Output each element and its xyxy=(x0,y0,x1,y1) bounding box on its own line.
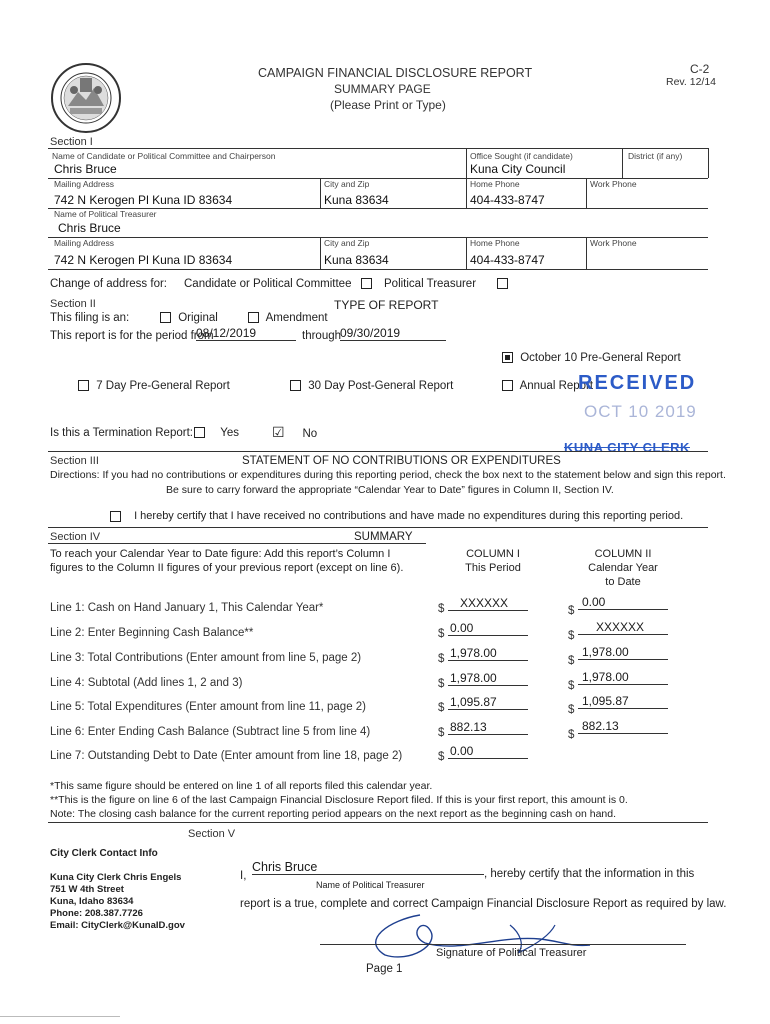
change-treasurer-label: Political Treasurer xyxy=(384,278,477,290)
change-candidate-option[interactable] xyxy=(184,278,376,290)
type-of-report-heading: TYPE OF REPORT xyxy=(334,298,439,312)
column1-currency: $ xyxy=(438,628,445,640)
termination-label: Is this a Termination Report: xyxy=(50,427,193,439)
work-phone-label-1: Work Phone xyxy=(590,179,637,189)
termination-yes-label: Yes xyxy=(220,427,239,439)
original-option[interactable] xyxy=(160,312,218,324)
amendment-option[interactable] xyxy=(248,312,328,324)
filing-label: This filing is an: xyxy=(50,312,130,324)
amendment-checkbox[interactable] xyxy=(248,312,259,323)
candidate-name-label: Name of Candidate or Political Committee and Chairperson xyxy=(52,151,276,161)
column1-value: 0.00 xyxy=(448,621,528,636)
termination-no-label: No xyxy=(302,428,318,440)
mailing-address-2: 742 N Kerogen Pl Kuna ID 83634 xyxy=(54,253,233,267)
termination-yes-checkbox[interactable] xyxy=(194,427,205,438)
home-phone-label-2: Home Phone xyxy=(470,238,520,248)
column2-value: 1,978.00 xyxy=(578,645,668,660)
period-label: This report is for the period from xyxy=(50,330,214,342)
clerk-stamp: KUNA CITY CLERK xyxy=(564,440,690,455)
column2-subtitle-1: Calendar Year xyxy=(588,562,658,574)
thirty-day-checkbox[interactable] xyxy=(290,380,301,391)
city-zip-label-2: City and Zip xyxy=(324,238,370,248)
termination-yes-option[interactable] xyxy=(194,427,239,439)
mailing-address-label-2: Mailing Address xyxy=(54,238,115,248)
change-candidate-checkbox[interactable] xyxy=(361,278,372,289)
seven-day-checkbox[interactable] xyxy=(78,380,89,391)
thirty-day-option[interactable] xyxy=(290,380,453,392)
column2-currency: $ xyxy=(568,630,575,642)
period-to: 09/30/2019 xyxy=(340,326,446,341)
summary-heading: SUMMARY xyxy=(354,531,413,543)
seven-day-label: 7 Day Pre-General Report xyxy=(96,380,230,392)
change-treasurer-checkbox[interactable] xyxy=(497,278,508,289)
office-value: Kuna City Council xyxy=(470,162,566,176)
section1-label: Section I xyxy=(50,136,93,148)
thirty-day-label: 30 Day Post-General Report xyxy=(308,380,454,392)
form-subtitle: SUMMARY PAGE xyxy=(334,82,431,96)
termination-no-option[interactable] xyxy=(272,424,317,441)
column2-value: 0.00 xyxy=(578,595,668,610)
district-label: District (if any) xyxy=(628,151,683,161)
treasurer-name: Chris Bruce xyxy=(58,221,121,235)
seal-icon xyxy=(50,62,122,134)
column1-subtitle: This Period xyxy=(465,562,521,574)
column1-title: COLUMN I xyxy=(466,548,520,560)
original-label: Original xyxy=(178,312,218,324)
summary-line-label: Line 2: Enter Beginning Cash Balance** xyxy=(50,627,254,639)
no-activity-option[interactable] xyxy=(110,510,683,522)
column1-value: 0.00 xyxy=(448,744,528,759)
original-checkbox[interactable] xyxy=(160,312,171,323)
column2-title: COLUMN II xyxy=(594,548,652,560)
received-date-stamp: OCT 10 2019 xyxy=(584,402,697,421)
mailing-address-1: 742 N Kerogen Pl Kuna ID 83634 xyxy=(54,193,233,207)
footnote-3: Note: The closing cash balance for the current reporting period appears on the next report as the beginning cash on hand. xyxy=(50,808,617,820)
certify-suffix: , hereby certify that the information in this xyxy=(484,868,695,880)
change-address-label: Change of address for: xyxy=(50,278,167,290)
summary-line-label: Line 4: Subtotal (Add lines 1, 2 and 3) xyxy=(50,677,243,689)
office-label: Office Sought (if candidate) xyxy=(470,151,573,161)
clerk-contact-title: City Clerk Contact Info xyxy=(50,848,158,859)
clerk-contact-line: Phone: 208.387.7726 xyxy=(50,908,143,919)
form-title: CAMPAIGN FINANCIAL DISCLOSURE REPORT xyxy=(258,66,533,80)
certify-i: I, xyxy=(240,870,247,882)
city-zip-label-1: City and Zip xyxy=(324,179,370,189)
seven-day-option[interactable] xyxy=(78,380,230,392)
directions-line-2: Be sure to carry forward the appropriate “Calendar Year to Date” figures in Column II, Section IV. xyxy=(166,484,614,496)
home-phone-2: 404-433-8747 xyxy=(470,253,545,267)
summary-line-label: Line 5: Total Expenditures (Enter amount from line 11, page 2) xyxy=(50,701,367,713)
column2-value: XXXXXX xyxy=(578,620,668,635)
annual-checkbox[interactable] xyxy=(502,380,513,391)
section4-label: Section IV xyxy=(50,531,101,543)
no-activity-certify: I hereby certify that I have received no contributions and have made no expenditures during this reporting period. xyxy=(134,510,684,522)
page-number: Page 1 xyxy=(366,963,403,975)
footnote-1: *This same figure should be entered on line 1 of all reports filed this calendar year. xyxy=(50,780,433,792)
certify-treasurer-name: Chris Bruce xyxy=(252,860,484,875)
column2-value: 1,978.00 xyxy=(578,670,668,685)
column2-subtitle-2: to Date xyxy=(605,576,641,588)
treasurer-name-caption: Name of Political Treasurer xyxy=(316,880,425,890)
summary-intro-1: To reach your Calendar Year to Date figure: Add this report’s Column I xyxy=(50,548,391,560)
change-treasurer-option[interactable] xyxy=(384,278,512,290)
city-zip-2: Kuna 83634 xyxy=(324,253,389,267)
column2-currency: $ xyxy=(568,704,575,716)
form-code: C-2 xyxy=(690,62,710,76)
annual-label: Annual Report xyxy=(519,380,594,392)
summary-line-label: Line 6: Enter Ending Cash Balance (Subtract line 5 from line 4) xyxy=(50,726,371,738)
mailing-address-label-1: Mailing Address xyxy=(54,179,115,189)
column1-currency: $ xyxy=(438,653,445,665)
column2-currency: $ xyxy=(568,605,575,617)
section5-label: Section V xyxy=(188,828,236,840)
column2-value: 1,095.87 xyxy=(578,694,668,709)
state-seal xyxy=(50,62,122,134)
city-zip-1: Kuna 83634 xyxy=(324,193,389,207)
summary-line-label: Line 1: Cash on Hand January 1, This Calendar Year* xyxy=(50,602,324,614)
summary-intro-2: figures to the Column II figures of your previous report (except on line 6). xyxy=(50,562,404,574)
directions-line-1: Directions: If you had no contributions or expenditures during this reporting period, check the box next to the statement below and sign this report. xyxy=(50,469,726,481)
treasurer-name-label: Name of Political Treasurer xyxy=(54,209,157,219)
form-revision: Rev. 12/14 xyxy=(666,76,717,88)
candidate-name: Chris Bruce xyxy=(54,162,117,176)
column1-value: 882.13 xyxy=(448,720,528,735)
column1-value: 1,095.87 xyxy=(448,695,528,710)
october-checkbox[interactable] xyxy=(502,352,513,363)
work-phone-label-2: Work Phone xyxy=(590,238,637,248)
footnote-2: **This is the figure on line 6 of the last Campaign Financial Disclosure Report filed. If this is your first report, this amount is 0. xyxy=(50,794,628,806)
column2-currency: $ xyxy=(568,680,575,692)
section2-label: Section II xyxy=(50,298,96,310)
column2-value: 882.13 xyxy=(578,719,668,734)
column1-value: 1,978.00 xyxy=(448,671,528,686)
column1-currency: $ xyxy=(438,727,445,739)
column2-currency: $ xyxy=(568,655,575,667)
home-phone-1: 404-433-8747 xyxy=(470,193,545,207)
certify-statement: report is a true, complete and correct Campaign Financial Disclosure Report as required by law. xyxy=(240,898,727,910)
form-instruction: (Please Print or Type) xyxy=(330,98,446,112)
clerk-contact-line: Kuna, Idaho 83634 xyxy=(50,896,134,907)
change-candidate-label: Candidate or Political Committee xyxy=(184,278,352,290)
column1-value: 1,978.00 xyxy=(448,646,528,661)
october-label: October 10 Pre-General Report xyxy=(520,352,681,364)
no-activity-checkbox[interactable] xyxy=(110,511,121,522)
column1-currency: $ xyxy=(438,751,445,763)
summary-line-label: Line 3: Total Contributions (Enter amount from line 5, page 2) xyxy=(50,652,362,664)
section3-label: Section III xyxy=(50,455,99,467)
clerk-contact-line: Kuna City Clerk Chris Engels xyxy=(50,872,182,883)
termination-no-checkbox[interactable]: ☑ xyxy=(272,424,285,440)
amendment-label: Amendment xyxy=(265,312,328,324)
column2-currency: $ xyxy=(568,729,575,741)
no-contributions-heading: STATEMENT OF NO CONTRIBUTIONS OR EXPENDITURES xyxy=(242,455,561,467)
through-label: through xyxy=(302,330,342,342)
column1-currency: $ xyxy=(438,678,445,690)
home-phone-label-1: Home Phone xyxy=(470,179,520,189)
clerk-contact-email[interactable]: Email: CityClerk@KunaID.gov xyxy=(50,920,185,931)
clerk-contact-line: 751 W 4th Street xyxy=(50,884,124,895)
clerk-contact-block xyxy=(50,872,185,932)
column1-currency: $ xyxy=(438,603,445,615)
column1-value: XXXXXX xyxy=(448,596,528,611)
october-option[interactable] xyxy=(502,352,681,364)
summary-line-label: Line 7: Outstanding Debt to Date (Enter amount from line 18, page 2) xyxy=(50,750,403,762)
received-stamp: RECEIVED xyxy=(578,372,697,394)
column1-currency: $ xyxy=(438,702,445,714)
period-from: 08/12/2019 xyxy=(196,326,296,341)
signature-caption: Signature of Political Treasurer xyxy=(436,947,587,959)
